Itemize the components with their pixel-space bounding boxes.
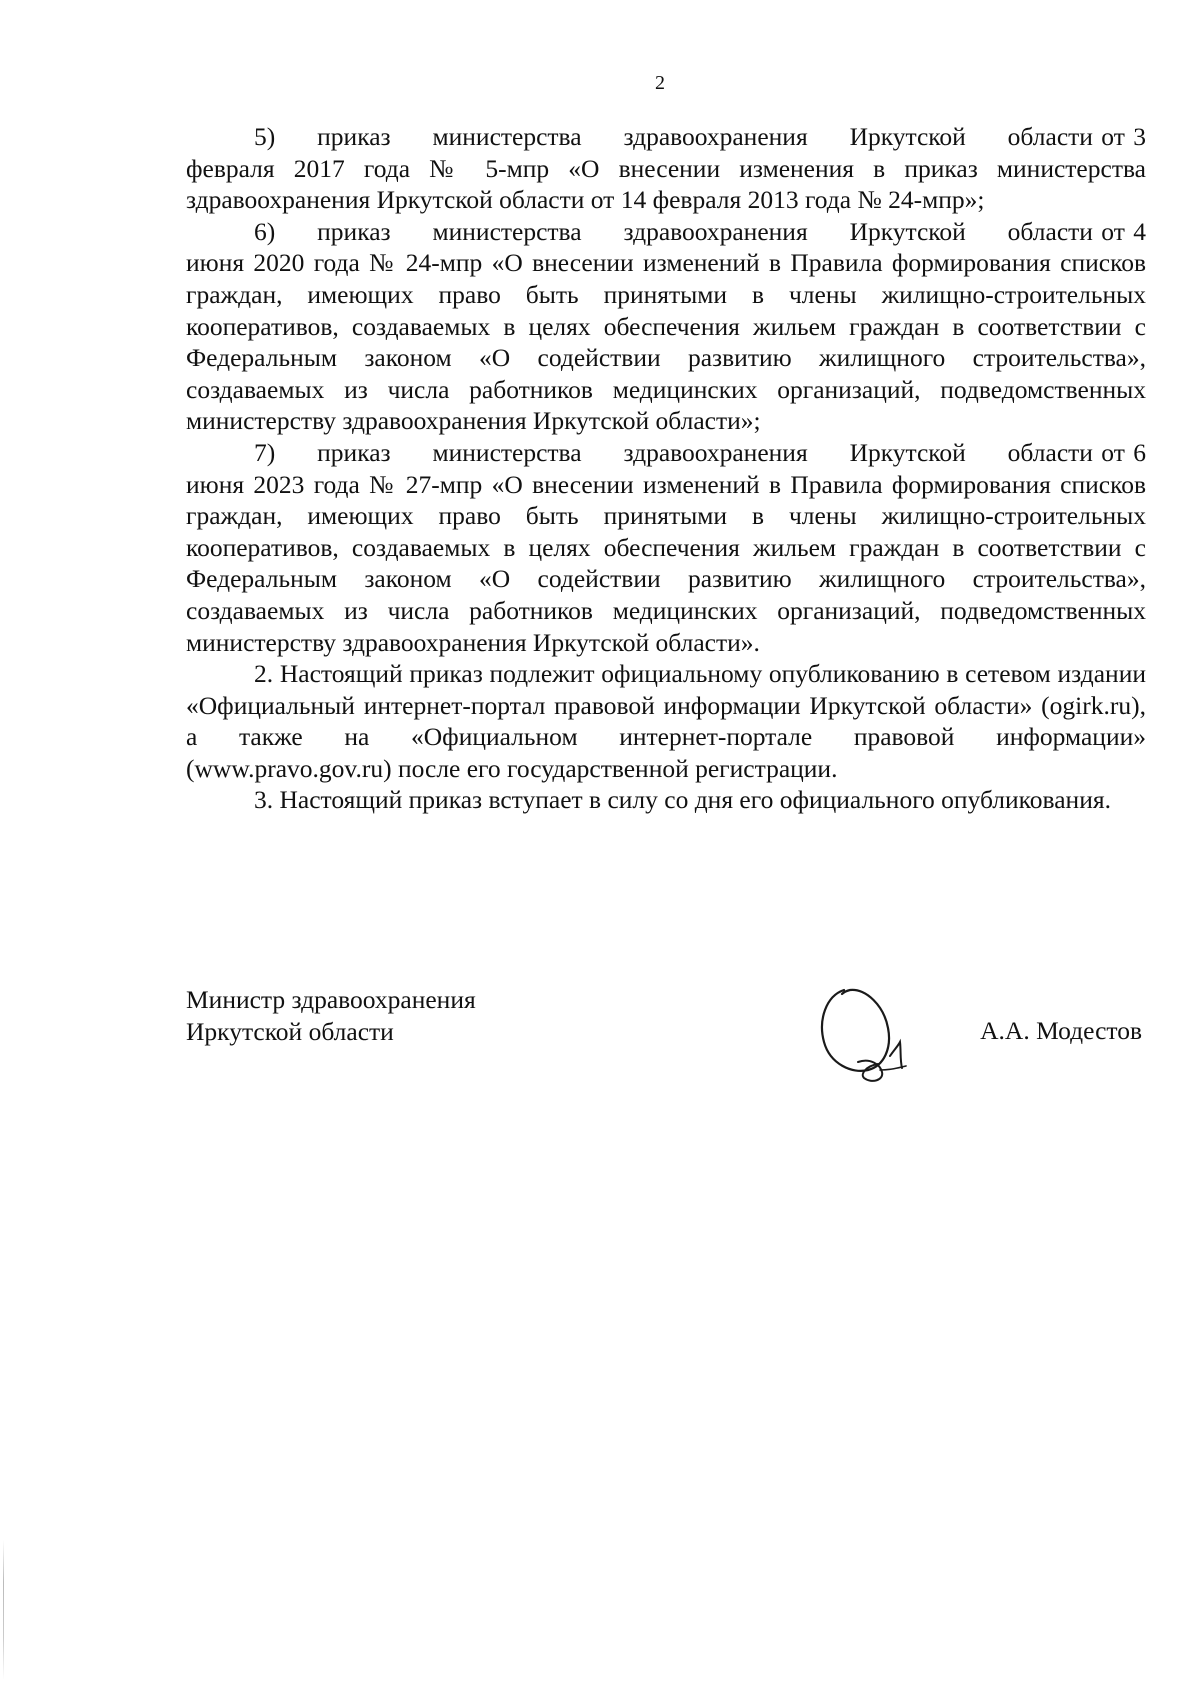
document-body: [186, 121, 1146, 816]
page-number: 2: [655, 72, 665, 94]
paragraph-item-6: 6) приказ министерства здравоохранения Иркутской области от 4 июня 2020 года № 24-мпр «О внесении изменений в Правила формирования списков граждан, имеющих право быть принятыми в члены жилищно-строительных кооперативов, создаваемых в целях обеспечения жильем граждан в соответствии с Федеральным законом «О содействии развитию жилищного строительства», создаваемых из числа работников медицинских организаций, подведомственных министерству здравоохранения Иркутской области»;: [186, 216, 1146, 436]
signature-block: [186, 984, 1146, 1104]
signatory-name: А.А. Модестов: [980, 1016, 1142, 1045]
paragraph-effective-date: 3. Настоящий приказ вступает в силу со дня его официального опубликования.: [254, 785, 1111, 815]
signatory-title: [186, 984, 606, 1047]
paragraph-item-5: 5) приказ министерства здравоохранения Иркутской области от 3 февраля 2017 года № 5-мпр «О внесении изменения в приказ министерства здравоохранения Иркутской области от 14 февраля 2013 года № 24-мпр»;: [186, 122, 1146, 215]
scan-edge-mark: [3, 1540, 4, 1680]
paragraph-publication: 2. Настоящий приказ подлежит официальному опубликованию в сетевом издании «Официальный интернет-портал правовой информации Иркутской области» (ogirk.ru), а также на «Официальном интернет-портале правовой информации» (www.pravo.gov.ru) после его государственной регистрации.: [186, 659, 1146, 783]
signatory-title-line2: Иркутской области: [186, 1016, 394, 1046]
signatory-title-line1: Министр здравоохранения: [186, 985, 476, 1014]
paragraph-item-7: 7) приказ министерства здравоохранения Иркутской области от 6 июня 2023 года № 27-мпр «О внесении изменений в Правила формирования списков граждан, имеющих право быть принятыми в члены жилищно-строительных кооперативов, создаваемых в целях обеспечения жильем граждан в соответствии с Федеральным законом «О содействии развитию жилищного строительства», создаваемых из числа работников медицинских организаций, подведомственных министерству здравоохранения Иркутской области».: [186, 437, 1146, 657]
handwritten-signature: [806, 978, 926, 1088]
